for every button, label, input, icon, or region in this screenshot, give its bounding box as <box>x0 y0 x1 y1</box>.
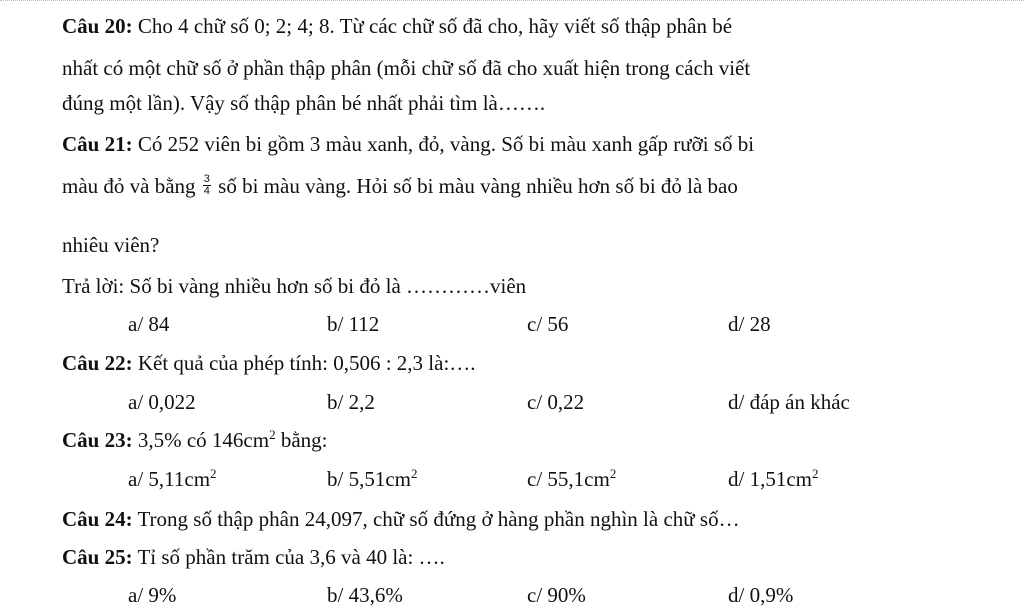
q23-text-a: 3,5% có 146cm <box>132 428 270 452</box>
q20-line1 <box>62 16 732 37</box>
q23-option-d-text: d/ 1,51cm <box>728 467 812 491</box>
q25-text: Tỉ số phần trăm của 3,6 và 40 là: …. <box>132 545 445 569</box>
q22-option-a: a/ 0,022 <box>128 390 196 414</box>
q21-option-b: b/ 112 <box>327 312 380 336</box>
fraction-numerator: 3 <box>203 172 210 185</box>
q21-option-c: c/ 56 <box>527 312 569 336</box>
q21-text2b: số bi màu vàng. Hỏi số bi màu vàng nhiều hơn số bi đỏ là bao <box>218 174 738 198</box>
q21-option-a: a/ 84 <box>128 312 170 336</box>
fraction-denominator: 4 <box>203 184 210 197</box>
q25-option-c: c/ 90% <box>527 583 586 607</box>
q23-line <box>62 427 328 452</box>
q21-label: Câu 21: <box>62 132 133 156</box>
q23-superscript: 2 <box>269 427 276 442</box>
q22-text: Kết quả của phép tính: 0,506 : 2,3 là:…. <box>132 351 476 375</box>
q21-text1: Có 252 viên bi gồm 3 màu xanh, đỏ, vàng. Số bi màu xanh gấp rưỡi số bi <box>132 132 755 156</box>
q22-option-d: d/ đáp án khác <box>728 390 850 414</box>
fraction-three-quarters <box>203 174 211 197</box>
q25-option-d: d/ 0,9% <box>728 583 794 607</box>
q25-label: Câu 25: <box>62 545 133 569</box>
q20-line2: nhất có một chữ số ở phần thập phân (mỗi chữ số đã cho xuất hiện trong cách viết <box>62 56 751 80</box>
q20-line3: đúng một lần). Vậy số thập phân bé nhất phải tìm là……. <box>62 91 546 115</box>
q21-text2a: màu đỏ và bằng <box>62 174 196 198</box>
q24-line <box>62 509 740 530</box>
q23-option-a-sup: 2 <box>210 466 217 481</box>
q25-option-b: b/ 43,6% <box>327 583 403 607</box>
page-top-edge <box>0 0 1024 7</box>
q21-line3: nhiêu viên? <box>62 233 160 257</box>
q23-option-c-sup: 2 <box>609 466 617 481</box>
q24-label: Câu 24: <box>62 507 133 531</box>
q21-line2 <box>62 172 738 200</box>
q20-text1: Cho 4 chữ số 0; 2; 4; 8. Từ các chữ số đã cho, hãy viết số thập phân bé <box>132 14 733 38</box>
q23-option-d <box>728 466 819 491</box>
q20-label: Câu 20: <box>62 14 133 38</box>
q23-option-c <box>527 466 617 491</box>
q23-option-b-sup: 2 <box>411 466 418 481</box>
q23-text-b: bằng: <box>275 428 328 452</box>
q21-answer: Trả lời: Số bi vàng nhiều hơn số bi đỏ là …………viên <box>62 274 527 298</box>
q22-option-c: c/ 0,22 <box>527 390 585 414</box>
q24-text: Trong số thập phân 24,097, chữ số đứng ở hàng phần nghìn là chữ số… <box>132 507 740 531</box>
q23-option-b-text: b/ 5,51cm <box>327 467 411 491</box>
q23-option-a <box>128 466 217 491</box>
q23-option-d-sup: 2 <box>812 466 819 481</box>
q23-option-a-text: a/ 5,11cm <box>128 467 211 491</box>
q25-option-a: a/ 9% <box>128 583 177 607</box>
q21-option-d: d/ 28 <box>728 312 771 336</box>
q21-line1 <box>62 134 754 155</box>
q23-label: Câu 23: <box>62 428 133 452</box>
q23-option-b <box>327 466 418 491</box>
q22-label: Câu 22: <box>62 351 133 375</box>
q25-line <box>62 547 445 568</box>
q23-option-c-text: c/ 55,1cm <box>527 467 610 491</box>
q22-option-b: b/ 2,2 <box>327 390 375 414</box>
q22-line <box>62 353 476 374</box>
